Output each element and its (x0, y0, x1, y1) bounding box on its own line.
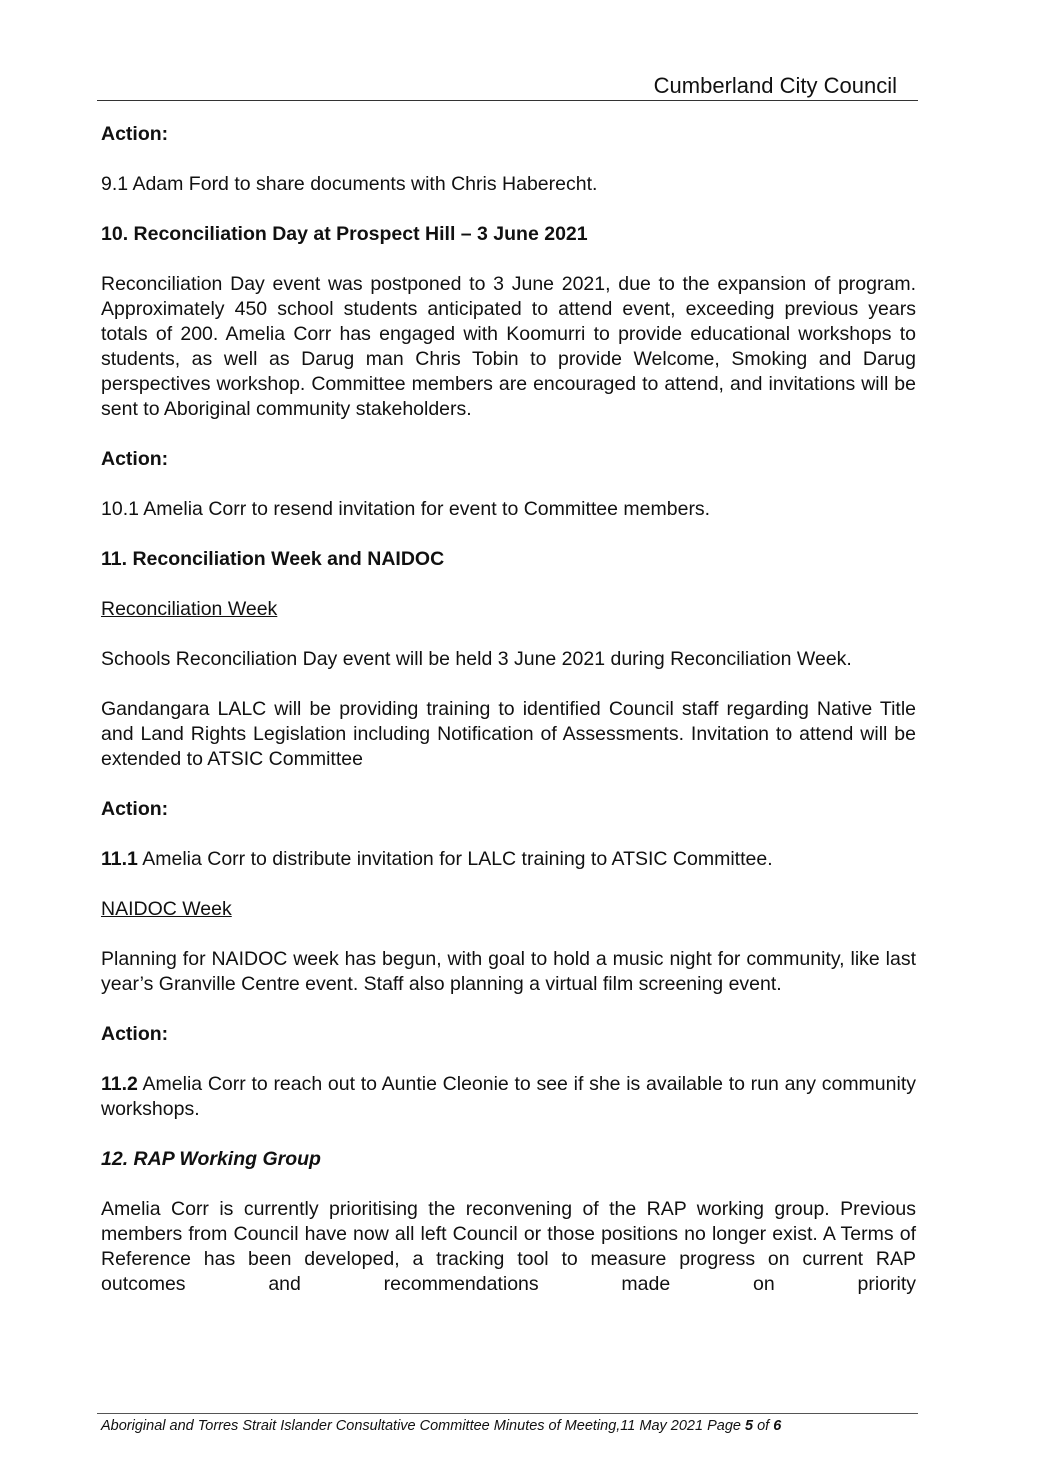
section-11-para-1: Schools Reconciliation Day event will be held 3 June 2021 during Reconciliation Week. (101, 648, 852, 670)
action-number: 11.1 (101, 848, 138, 870)
action-item (101, 1072, 916, 1122)
section-heading-12: 12. RAP Working Group (101, 1148, 321, 1170)
action-item (101, 847, 916, 872)
page-number-of: of (753, 1418, 774, 1434)
section-11-para-3: Planning for NAIDOC week has begun, with goal to hold a music night for community, like last year’s Granville Centre event. Staff also planning a virtual film screening event. (101, 948, 916, 995)
section-10-body: Reconciliation Day event was postponed to 3 June 2021, due to the expansion of program. Approximately 450 school students anticipated to attend event, exceeding previous years totals of 200. Amelia Corr has engaged with Koomurri to provide educational workshops to students, as well as Darug man Chris Tobin to provide Welcome, Smoking and Darug perspectives workshop. Committee members are encouraged to attend, and invitations will be sent to Aboriginal community stakeholders. (101, 273, 916, 420)
page-footer (101, 1416, 916, 1436)
action-number: 11.2 (101, 1073, 138, 1095)
action-text: Amelia Corr to reach out to Auntie Cleonie to see if she is available to run any community workshops. (101, 1073, 916, 1120)
action-label: Action: (101, 1023, 169, 1045)
section-11-para-2: Gandangara LALC will be providing training to identified Council staff regarding Native Title and Land Rights Legislation including Notification of Assessments. Invitation to attend will be extended to ATSIC Committee (101, 698, 916, 770)
page-number-total: 6 (773, 1418, 782, 1434)
document-body (101, 122, 916, 1322)
header-organisation: Cumberland City Council (653, 73, 897, 98)
action-label: Action: (101, 798, 169, 820)
header-divider (97, 100, 918, 101)
subheading-naidoc-week: NAIDOC Week (101, 898, 232, 920)
action-item: 10.1 Amelia Corr to resend invitation for event to Committee members. (101, 498, 711, 520)
action-label: Action: (101, 123, 169, 145)
section-heading-11: 11. Reconciliation Week and NAIDOC (101, 548, 445, 570)
section-heading-10: 10. Reconciliation Day at Prospect Hill – 3 June 2021 (101, 223, 588, 245)
footer-text: Aboriginal and Torres Strait Islander Consultative Committee Minutes of Meeting,11 May 2021 Page (101, 1418, 745, 1434)
subheading-reconciliation-week: Reconciliation Week (101, 598, 278, 620)
section-12-body: Amelia Corr is currently prioritising the reconvening of the RAP working group. Previous members from Council have now all left Council or those positions no longer exist. A Terms of Reference has been developed, a tracking tool to measure progress on current RAP outcomes and recommendations made on priority (101, 1198, 916, 1295)
action-item: 9.1 Adam Ford to share documents with Chris Haberecht. (101, 173, 598, 195)
page-number-current: 5 (744, 1418, 754, 1434)
footer-divider (97, 1413, 918, 1414)
action-text: Amelia Corr to distribute invitation for LALC training to ATSIC Committee. (137, 848, 773, 870)
action-label: Action: (101, 448, 169, 470)
